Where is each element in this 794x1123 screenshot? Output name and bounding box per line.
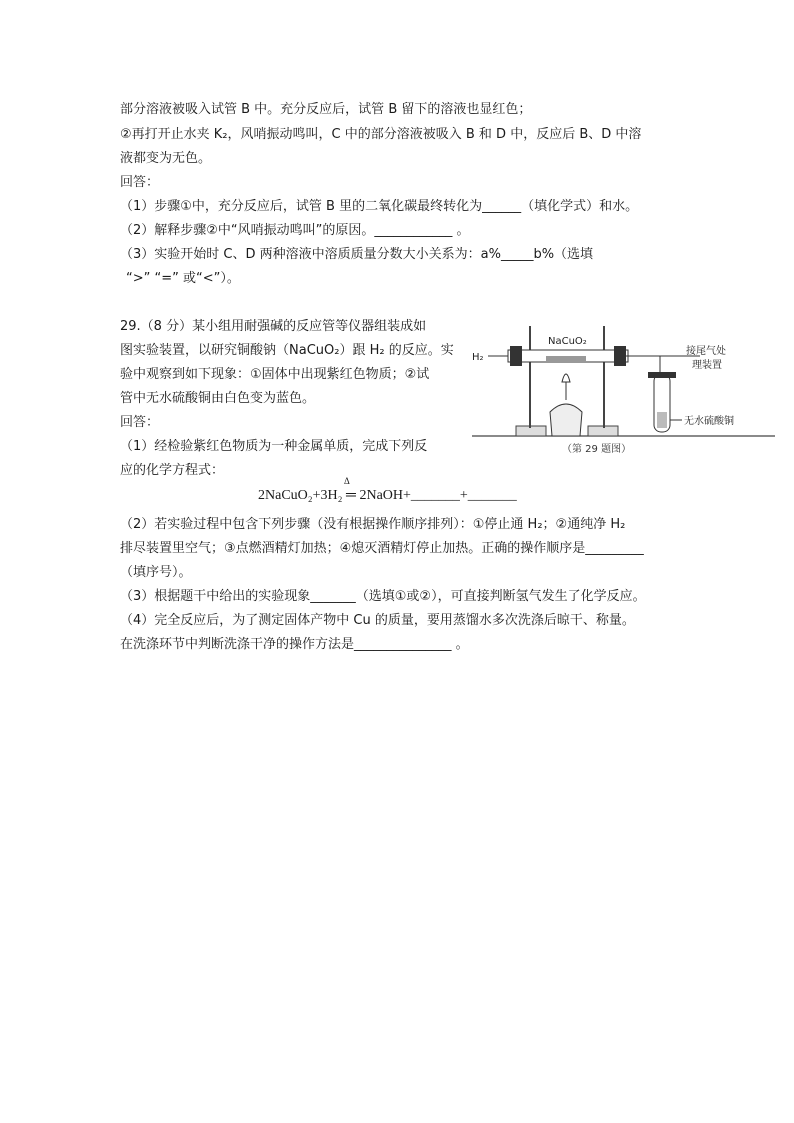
text-line: 回答： [120,415,160,430]
text-line: （3）实验开始时 C、D 两种溶液中溶质质量分数大小关系为：a%_____b%（选填 [120,247,594,262]
text-line: 回答： [120,175,160,190]
text-line: 图实验装置，以研究铜酸钠（NaCuO₂）跟 H₂ 的反应。实 [120,343,454,358]
tail-gas-label-2: 理装置 [692,360,722,371]
text-line: 在洗涤环节中判断洗涤干净的操作方法是_______________ 。 [120,637,469,652]
text-line: （4）完全反应后，为了测定固体产物中 Cu 的质量，要用蒸馏水多次洗涤后晾干、称量。 [120,613,635,628]
h2-label: H₂ [472,352,484,363]
apparatus-figure [470,316,780,458]
chemical-equation [258,476,517,504]
figure-caption: （第 29 题图） [562,444,632,455]
text-line: （1）经检验紫红色物质为一种金属单质，完成下列反 [120,439,428,454]
text-line: 验中观察到如下现象：①固体中出现紫红色物质；②试 [120,367,430,382]
text-line: （填序号）。 [120,565,192,580]
text-line: （3）根据题干中给出的实验现象_______（选填①或②），可直接判断氢气发生了化学反应。 [120,589,646,604]
text-line: （1）步骤①中，充分反应后，试管 B 里的二氧化碳最终转化为______（填化学式）和水。 [120,199,639,214]
equation-text: 2NaCuO₂+3H₂ ═ 2NaOH+_______+_______ [258,488,517,503]
tail-gas-label: 接尾气处 [686,346,726,357]
text-line: 部分溶液被吸入试管 B 中。充分反应后，试管 B 留下的溶液也显红色； [120,102,532,117]
cuso4-label: 无水硫酸铜 [684,416,734,427]
text-line: “>” “=” 或“<”）。 [126,271,240,286]
text-line: ②再打开止水夹 K₂，风哨振动鸣叫，C 中的部分溶液被吸入 B 和 D 中，反应后 B、D 中溶 [120,127,642,142]
question-29-title: 29.（8 分）某小组用耐强碱的反应管等仪器组装成如 [120,319,427,334]
text-line: （2）若实验过程中包含下列步骤（没有根据操作顺序排列）：①停止通 H₂；②通纯净 H₂ [120,517,626,532]
text-line: （2）解释步骤②中“风哨振动鸣叫”的原因。____________ 。 [120,223,470,238]
text-line: 管中无水硫酸铜由白色变为蓝色。 [120,391,316,406]
text-line: 应的化学方程式： [120,463,225,478]
heating-condition: Δ [344,476,350,486]
text-line: 排尽装置里空气；③点燃酒精灯加热；④熄灭酒精灯停止加热。正确的操作顺序是_________ [120,541,644,556]
text-line: 液都变为无色。 [120,151,212,166]
naCuO2-label: NaCuO₂ [548,336,587,347]
